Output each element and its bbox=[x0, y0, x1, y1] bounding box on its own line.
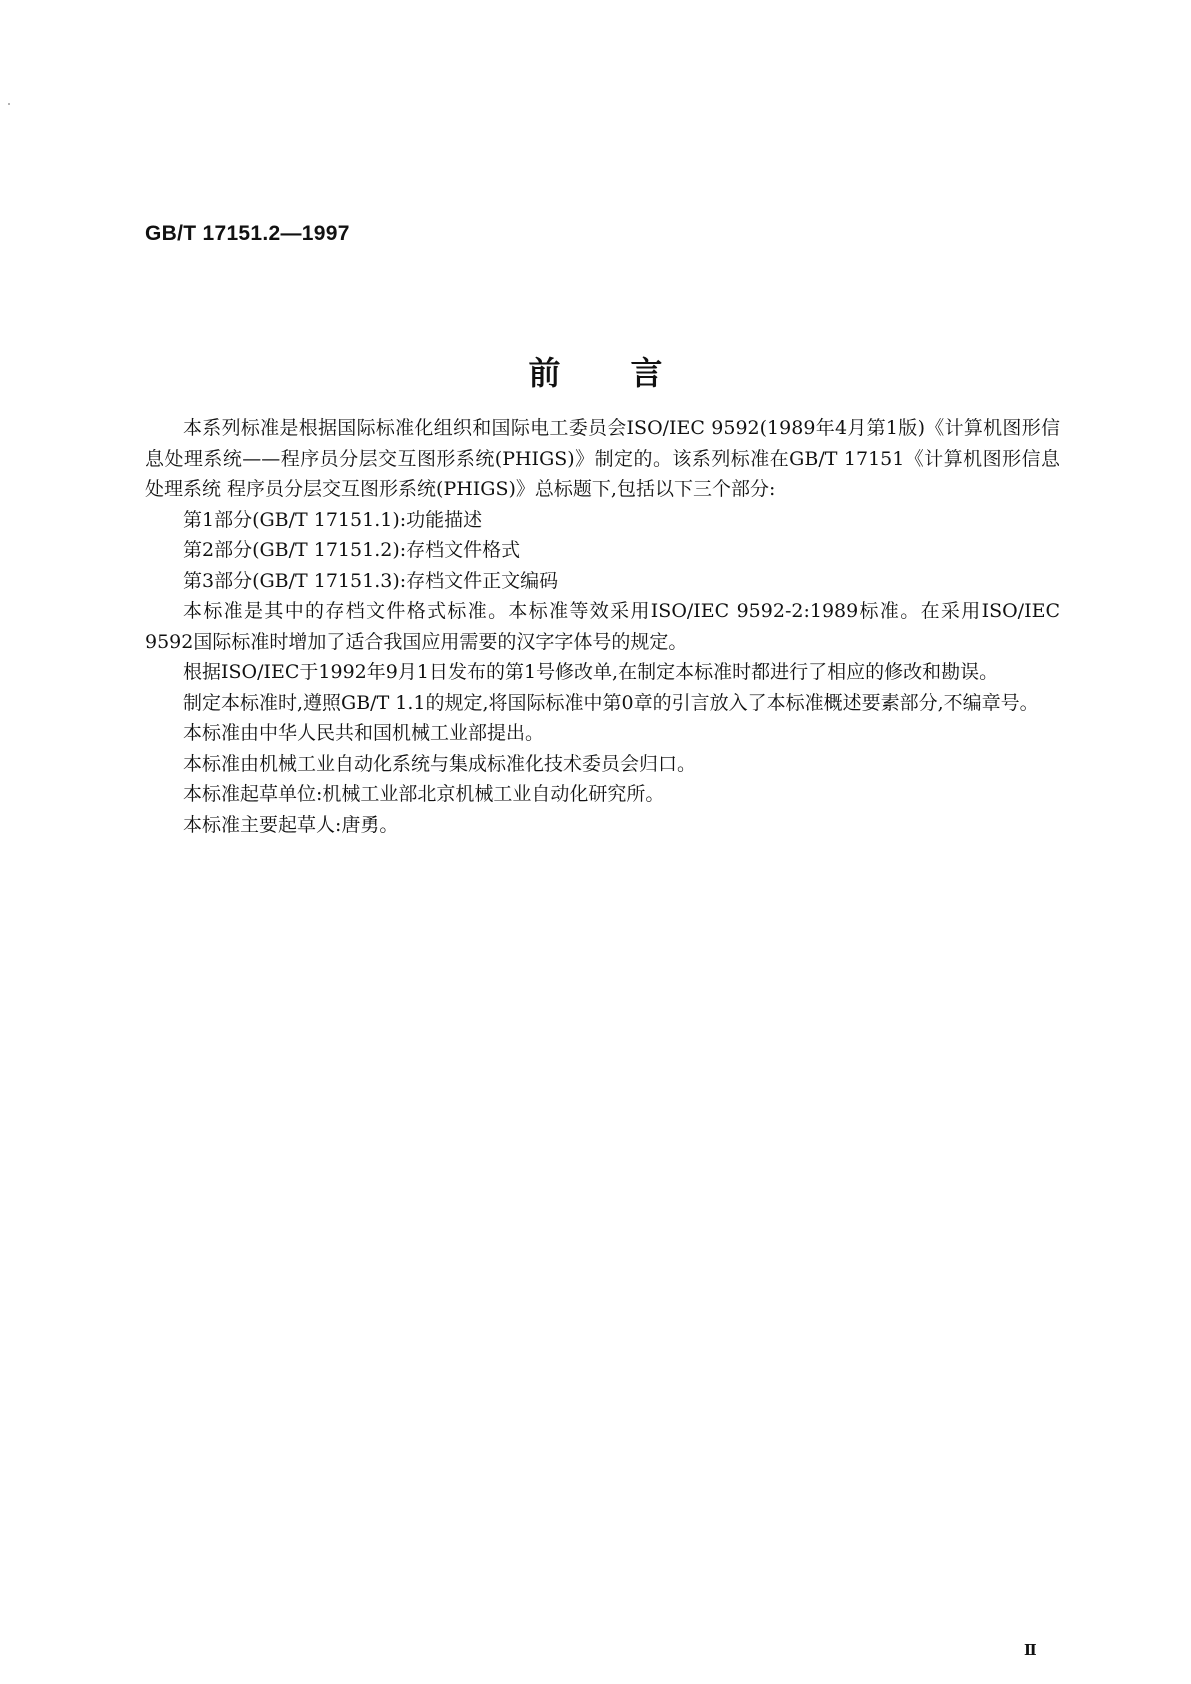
paragraph-drafter: 本标准主要起草人:唐勇。 bbox=[183, 813, 399, 836]
page-number: Ⅱ bbox=[1024, 1641, 1037, 1659]
paragraph-amendment: 根据ISO/IEC于1992年9月1日发布的第1号修改单,在制定本标准时都进行了相应的修改和勘误。 bbox=[183, 661, 999, 683]
paragraph-committee: 本标准由机械工业自动化系统与集成标准化技术委员会归口。 bbox=[183, 752, 697, 775]
paragraph-drafting-unit: 本标准起草单位:机械工业部北京机械工业自动化研究所。 bbox=[183, 783, 665, 805]
paragraph-equivalence: 本标准是其中的存档文件格式标准。本标准等效采用ISO/IEC 9592-2:1989标准。在采用ISO/IEC 9592国际标准时增加了适合我国应用需要的汉字字体号的规定。 bbox=[145, 600, 1060, 653]
paragraph-drafting-rule: 制定本标准时,遵照GB/T 1.1的规定,将国际标准中第0章的引言放入了本标准概述要素部分,不编章号。 bbox=[183, 691, 1039, 714]
paragraph-part-2: 第2部分(GB/T 17151.2):存档文件格式 bbox=[183, 539, 521, 561]
page-title: 前言 bbox=[528, 354, 733, 392]
paragraph-proposer: 本标准由中华人民共和国机械工业部提出。 bbox=[183, 722, 545, 744]
foreword-body bbox=[145, 413, 1060, 840]
paragraph-intro: 本系列标准是根据国际标准化组织和国际电工委员会ISO/IEC 9592(1989年4月第1版)《计算机图形信息处理系统——程序员分层交互图形系统(PHIGS)》制定的。该系列标准在GB/T 17151《计算机图形信息处理系统 程序员分层交互图形系统(PHIGS)》总标题下,包括以下三个部分: bbox=[145, 417, 1060, 500]
paragraph-part-1: 第1部分(GB/T 17151.1):功能描述 bbox=[183, 508, 483, 531]
paragraph-part-3: 第3部分(GB/T 17151.3):存档文件正文编码 bbox=[183, 569, 559, 592]
scan-speck bbox=[8, 103, 10, 105]
standard-code: GB/T 17151.2—1997 bbox=[145, 222, 350, 245]
